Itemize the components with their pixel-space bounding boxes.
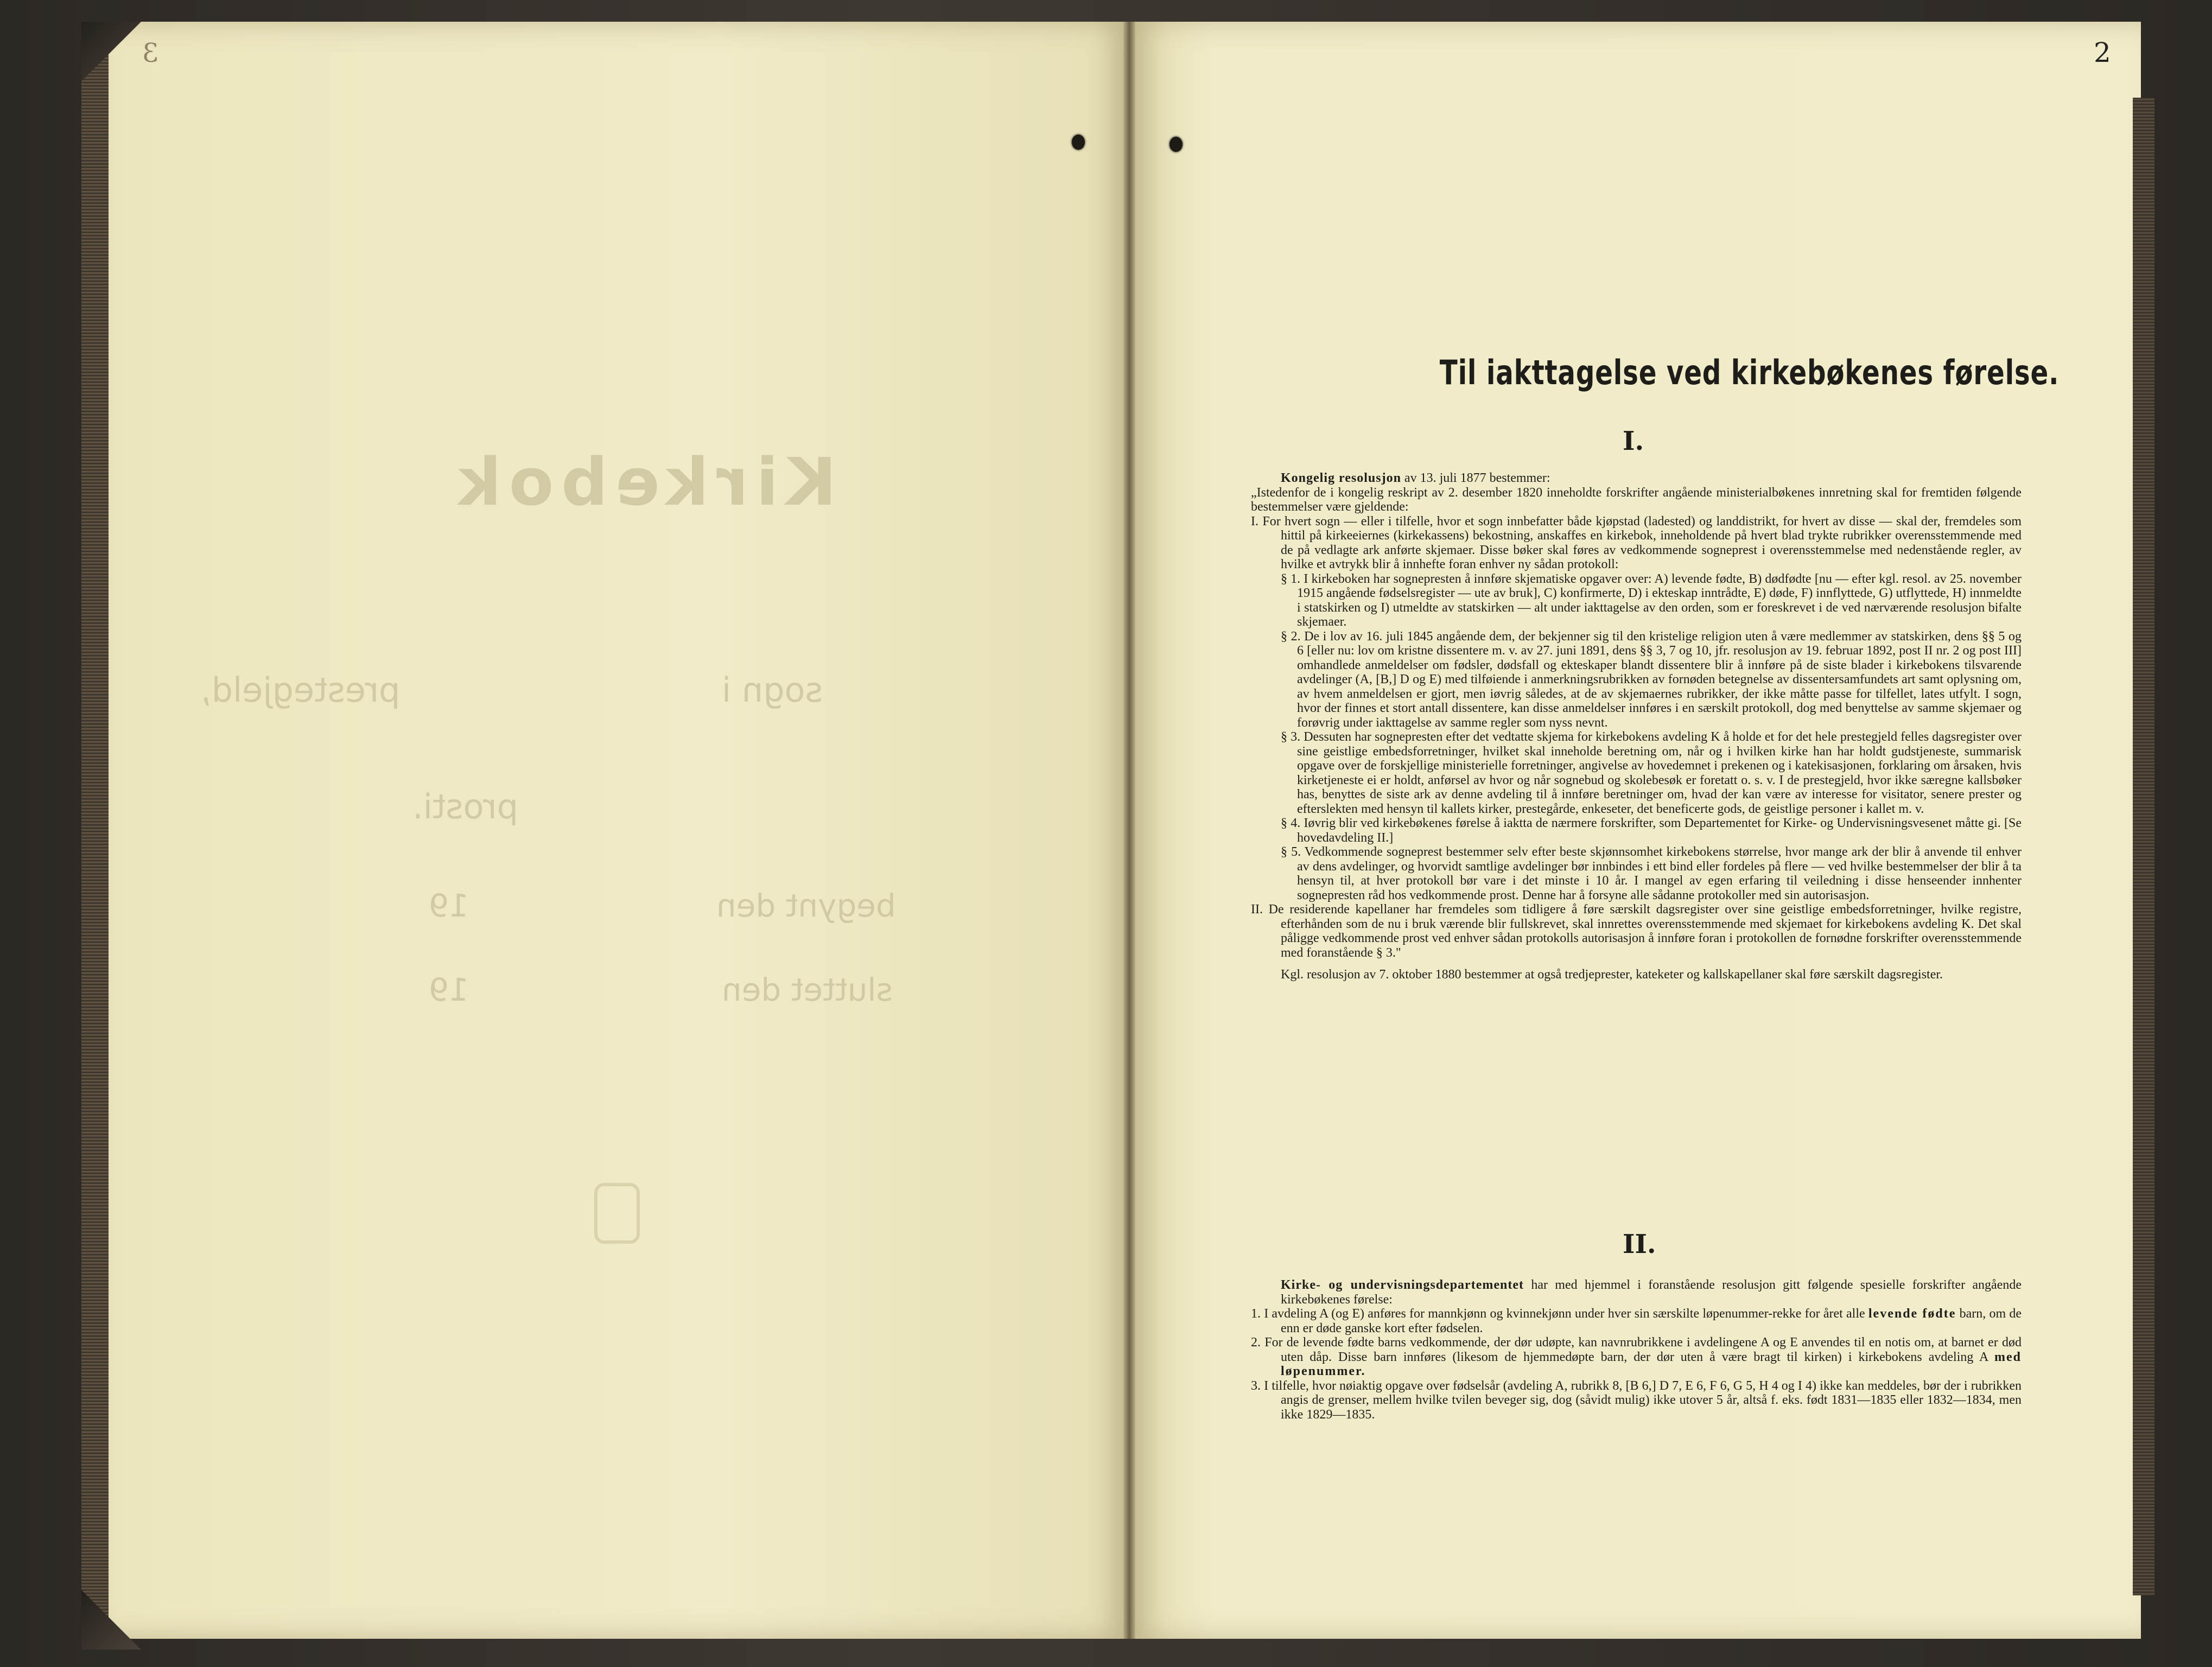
department-label: Kirke- og undervisningsdepartementet bbox=[1281, 1278, 1524, 1292]
instruction-item-1 bbox=[1251, 1307, 2022, 1335]
left-page-prosti-label: prosti. bbox=[412, 787, 518, 826]
left-page-begynt-label: begynt den bbox=[716, 887, 896, 924]
paragraph-section-4: § 4. Iøvrig blir ved kirkebøkenes førelse å iaktta de nærmere forskrifter, som Departementet for Kirke- og Undervisningsvesenet måtte gi. [Se hovedavdeling II.] bbox=[1281, 816, 2022, 845]
instruction-item-3: 3. I tilfelle, hvor nøiaktig opgave over fødselsår (avdeling A, rubrikk 8, [B 6,] D 7, E 6, F 6, G 5, H 4 og I 4) ikke kan meddeles, bør der i rubrikken angis de grenser, mellem hvilke tvilen beveger sig, dog (såvidt mulig) ikke utover 5 år, altså f. eks. født 1831—1835 eller 1832—1834, men ikke 1829—1835. bbox=[1251, 1378, 2022, 1422]
intro-rest: av 13. juli 1877 bestemmer: bbox=[1401, 471, 1550, 485]
paragraph-section-2: § 2. De i lov av 16. juli 1845 angående dem, der bekjenner sig til den kristelige religion uten å være medlemmer av statskirken, dens §§ 5 og 6 [eller nu: lov om kristne dissentere m. v. av 27. juni 1891, dens §§ 3, 7 og 10, jfr. resolusjon av 19. februar 1892, post II nr. 2 og post III] omhandlede anmeldelser om fødsler, dødsfall og ekteskaper blandt dissentere blir å innføre på de siste blader i kirkebokens tilsvarende avdelinger (A, [B,] D og E) med tilføiende i anmerkningsrubrikken av fornøden betegnelse av dissentersamfundets art samt oplysning om, av hvem anmeldelsen er gjort, men iøvrig således, at de av skjemaernes rubrikker, der ikke måtte passe for tilfellet, lates utfylt. I sogn, hvor der finnes et stort antall dissentere, kan disse anmeldelser innføres i en særskilt protokoll, dog med benyttelse av samme skjemaer og forøvrig under iakttagelse av samme regler som nyss nevnt. bbox=[1281, 629, 2022, 730]
paragraph-roman-2: II. De residerende kapellaner har fremdeles som tidligere å føre særskilt dagsregister over sine geistlige embedsforretninger, hvilke registre, efterhånden som de nu i bruk værende blir fullskrevet, skal innrettes overensstemmende med skjemaet for kirkebokens avdeling K. Det skal påligge vedkommende prost ved enhver sådan protokolls autorisasjon å innføre foran i protokollen de fornødne forskrifter overensstemmende med foranstående § 3." bbox=[1251, 902, 2022, 960]
left-page-number: 3 bbox=[142, 38, 159, 68]
paragraph-roman-1: I. For hvert sogn — eller i tilfelle, hvor et sogn innbefatter både kjøpstad (ladested) og landdistrikt, for hvert av disse — skal der, fremdeles som hittil på kirkeeiernes (kirkekassens) bekostning, anskaffes en kirkebok, inneholdende på hvert blad trykte rubrikker overensstemmende med de på vedlagte ark anførte skjemaer. Disse bøker skal føres av vedkommende sogneprest i overensstemmelse med nedenstående regler, av hvilke et avtrykk blir å innhefte foran enhver ny sådan protokoll: bbox=[1251, 514, 2022, 571]
section-1-body bbox=[1251, 471, 2022, 982]
left-page-prestegjeld-label: prestegjeld, bbox=[201, 670, 401, 710]
item-1-spaced: levende fødte bbox=[1868, 1307, 1956, 1321]
department-intro bbox=[1251, 1278, 2022, 1307]
left-page-year-b: 19 bbox=[429, 971, 469, 1008]
section-heading-1: I. bbox=[1623, 426, 1644, 456]
section-2-body bbox=[1251, 1278, 2022, 1422]
royal-resolution-intro bbox=[1251, 471, 2022, 486]
item-1-text-a: 1. I avdeling A (og E) anføres for mannkjønn og kvinnekjønn under hver sin særskilte løpenummer-rekke for året alle bbox=[1251, 1307, 1868, 1321]
document-title: Til iakttagelse ved kirkebøkenes førelse. bbox=[1439, 353, 2060, 392]
left-page-year-a: 19 bbox=[429, 887, 469, 924]
paragraph-preamble: „Istedenfor de i kongelig reskript av 2. desember 1820 inneholdte forskrifter angående ministerialbøkenes innretning skal for fremtiden følgende bestemmelser være gjeldende: bbox=[1251, 485, 2022, 514]
paragraph-section-1: § 1. I kirkeboken har sognepresten å innføre skjematiske opgaver over: A) levende fødte, B) dødfødte [nu — efter kgl. resol. av 25. november 1915 angående fødselsregister — ute av bruk], C) konfirmerte, D) i ekteskap inntrådte, E) døde, F) innflyttede, G) utflyttede, H) innmeldte i statskirken og I) utmeldte av statskirken — alt under iakttagelse av den orden, som er foreskrevet i de ved nærværende resolusjon bifalte skjemaer. bbox=[1281, 571, 2022, 629]
intro-label: Kongelig resolusjon bbox=[1281, 471, 1401, 485]
paragraph-section-3: § 3. Dessuten har sognepresten efter det vedtatte skjema for kirkebokens avdeling K å holde et for det hele prestegjeld felles dagsregister over sine geistlige embedsforretninger, hvilket skal inneholde beretning om, når og i hvilken kirke han har holdt gudstjeneste, summarisk opgave over de forskjellige ministerielle forretninger, angivelse av hovedemnet i prekenen og i katekisasjonen, forklaring om årsaken, hvis kirketjeneste ei er holdt, anførsel av hvor og når sognebud og skolebesøk er foretatt o. s. v. I de prestegjeld, hvor ikke særegne kallsbøker has, benyttes de siste ark av denne avdeling til å innføre beretninger om, hvad der kan være av interesse for visitator, senere prester og efterslekten med hensyn til kallets kirker, prestegårde, enkeseter, det beneficerte gods, de geistlige personer i kallet m. v. bbox=[1281, 730, 2022, 816]
instruction-item-2 bbox=[1251, 1335, 2022, 1379]
left-page bbox=[109, 22, 1129, 1639]
item-1-text-b: barn, om de enn er døde ganske kort efter fødselen. bbox=[1281, 1307, 2022, 1335]
left-page-sluttet-label: sluttet den bbox=[722, 971, 893, 1008]
section-heading-2: II. bbox=[1623, 1229, 1656, 1259]
binding-hole-left bbox=[1072, 135, 1085, 150]
paragraph-resolution-1880: Kgl. resolusjon av 7. oktober 1880 bestemmer at også tredjeprester, kateketer og kallskapellaner skal føre særskilt dagsregister. bbox=[1281, 968, 1943, 982]
left-page-title: Kirkebok bbox=[450, 445, 837, 520]
paragraph-section-5: § 5. Vedkommende sogneprest bestemmer selv efter beste skjønnsomhet kirkebokens størrelse, hvor mange ark der blir å anvende til enhver av dens avdelinger, og hvorvidt samtlige avdelinger bør innbindes i ett bind eller fordeles på flere — ved hvilke bestemmelser der blir å ta hensyn til, at hver protokoll bør vare i det minste i 10 år. I mangel av egen erfaring til veiledning i disse henseender innhenter sognepresten råd hos vedkommende prost. Denne har å forsyne alle sådanne protokoller med sin autorisasjon. bbox=[1281, 845, 2022, 902]
right-page-edge bbox=[2133, 98, 2154, 1595]
publisher-logo-icon bbox=[594, 1183, 640, 1244]
item-2-spaced: med løpenummer. bbox=[1281, 1350, 2022, 1378]
binding-hole-right bbox=[1169, 137, 1183, 152]
page-number: 2 bbox=[2094, 37, 2111, 68]
item-2-text-a: 2. For de levende fødte barns vedkommende, der dør udøpte, kan navnrubrikkene i avdelingene A og E anvendes til en notis om, at barnet er død uten dåp. Disse barn innføres (likesom de hjemmedøpte barn, der dør uten å være bragt til kirken) i kirkebokens avdeling A bbox=[1251, 1335, 2022, 1364]
left-page-sogn-label: sogn i bbox=[722, 670, 823, 710]
book-gutter bbox=[1123, 22, 1135, 1639]
department-intro-rest: har med hjemmel i foranstående resolusjon gitt følgende spesielle forskrifter angående kirkebøkenes førelse: bbox=[1281, 1278, 2022, 1307]
